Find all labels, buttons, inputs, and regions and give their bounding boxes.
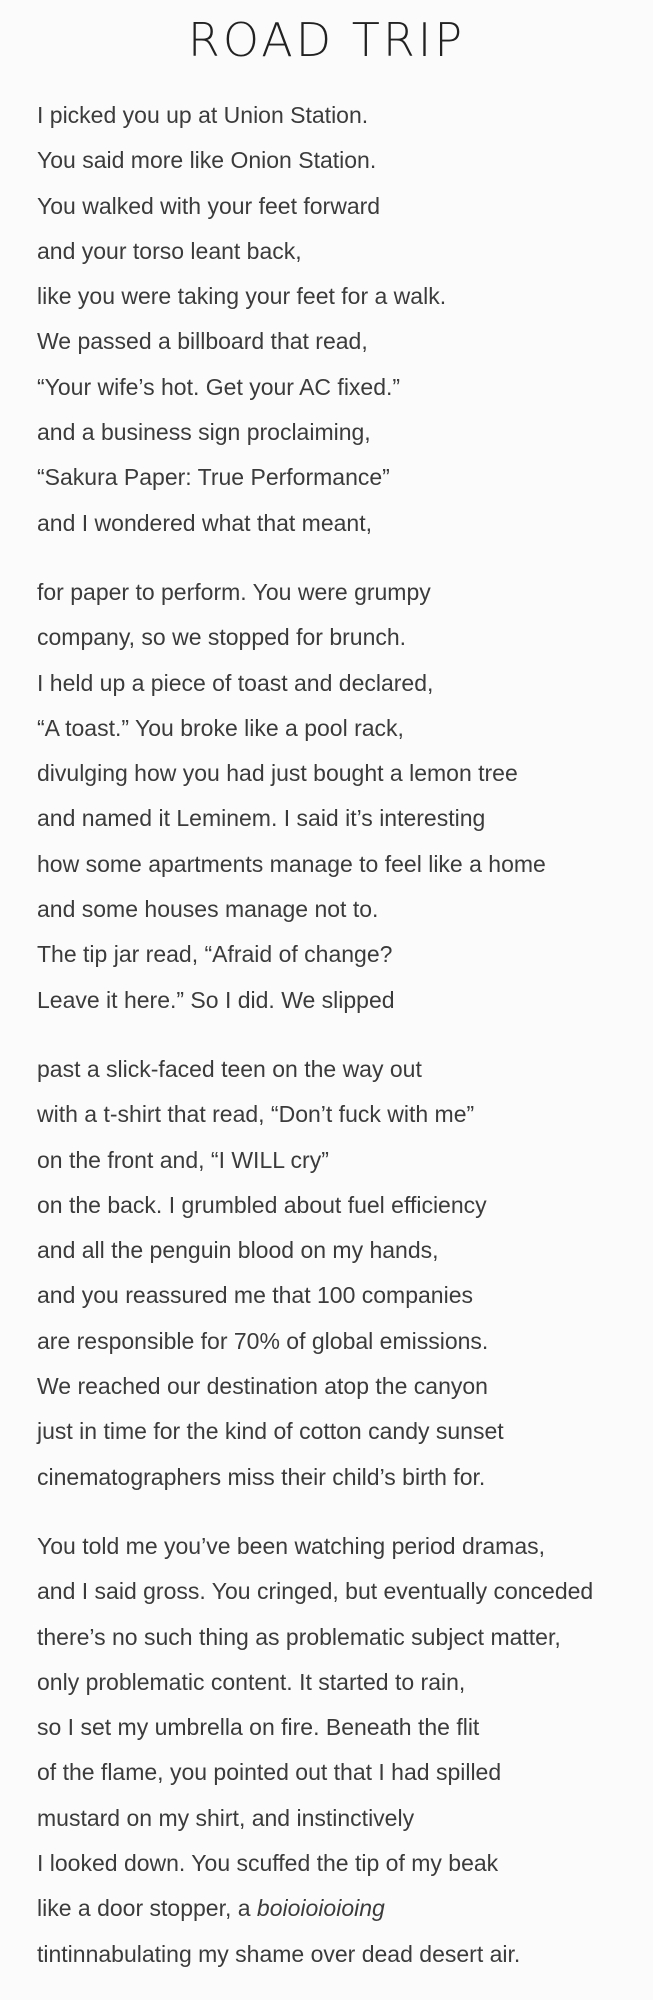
poem-line: “A toast.” You broke like a pool rack, — [37, 714, 404, 741]
poem-line: mustard on my shirt, and instinctively — [37, 1804, 415, 1831]
poem-line: and your torso leant back, — [37, 237, 302, 264]
poem-line: of the flame, you pointed out that I had spilled — [37, 1759, 502, 1786]
poem-line: on the back. I grumbled about fuel efficiency — [37, 1191, 487, 1218]
poem-line: You walked with your feet forward — [37, 192, 381, 219]
poem-line: “Your wife’s hot. Get your AC fixed.” — [37, 373, 401, 400]
stanza-3 — [37, 1047, 637, 1500]
poem-line — [37, 1886, 637, 1931]
poem-line: are responsible for 70% of global emissions. — [37, 1327, 489, 1354]
poem-line: cinematographers miss their child’s birth for. — [37, 1463, 486, 1490]
poem-line: I held up a piece of toast and declared, — [37, 669, 434, 696]
poem-line: I picked you up at Union Station. — [37, 102, 369, 128]
poem-line: and named it Leminem. I said it’s interesting — [37, 805, 486, 832]
poem-line: only problematic content. It started to rain, — [37, 1668, 466, 1695]
stanza-2 — [37, 570, 637, 1023]
poem-line: Leave it here.” So I did. We slipped — [37, 986, 395, 1013]
poem-line: “Sakura Paper: True Performance” — [37, 464, 390, 491]
poem-line: We passed a billboard that read, — [37, 328, 368, 355]
poem-line: and I wondered what that meant, — [37, 509, 372, 536]
stanza-1 — [37, 93, 637, 546]
poem-italic-word: boioioioioing — [256, 1895, 385, 1922]
poem-line: so I set my umbrella on fire. Beneath the flit — [37, 1714, 480, 1741]
poem-line: divulging how you had just bought a lemon tree — [37, 760, 518, 787]
poem-line: with a t-shirt that read, “Don’t fuck with me” — [37, 1101, 475, 1128]
poem-line: there’s no such thing as problematic subject matter, — [37, 1623, 561, 1650]
poem-line: We reached our destination atop the canyon — [37, 1373, 488, 1400]
poem-line: tintinnabulating my shame over dead desert air. — [37, 1940, 521, 1967]
poem-line: and some houses manage not to. — [37, 896, 379, 923]
poem-line: I looked down. You scuffed the tip of my beak — [37, 1850, 499, 1877]
poem-line: The tip jar read, “Afraid of change? — [37, 941, 393, 968]
poem-line-text: like a door stopper, a — [37, 1895, 257, 1922]
poem-line: and all the penguin blood on my hands, — [37, 1237, 439, 1264]
poem-line: how some apartments manage to feel like a home — [37, 850, 546, 877]
poem-title: ROAD TRIP — [187, 13, 466, 67]
poem-line: on the front and, “I WILL cry” — [37, 1146, 329, 1173]
poem-line: past a slick-faced teen on the way out — [37, 1056, 422, 1082]
poem-line: You told me you’ve been watching period dramas, — [37, 1533, 546, 1559]
poem-line: company, so we stopped for brunch. — [37, 624, 407, 651]
poem-line: just in time for the kind of cotton candy sunset — [37, 1418, 504, 1445]
poem-line: and you reassured me that 100 companies — [37, 1282, 473, 1309]
poem-line: and a business sign proclaiming, — [37, 419, 371, 446]
poem-line: for paper to perform. You were grumpy — [37, 579, 431, 605]
poem-line: like you were taking your feet for a walk. — [37, 283, 447, 310]
stanza-4 — [37, 1524, 637, 1977]
poem-line: and I said gross. You cringed, but eventually conceded — [37, 1578, 594, 1605]
poem-line: You said more like Onion Station. — [37, 147, 377, 174]
